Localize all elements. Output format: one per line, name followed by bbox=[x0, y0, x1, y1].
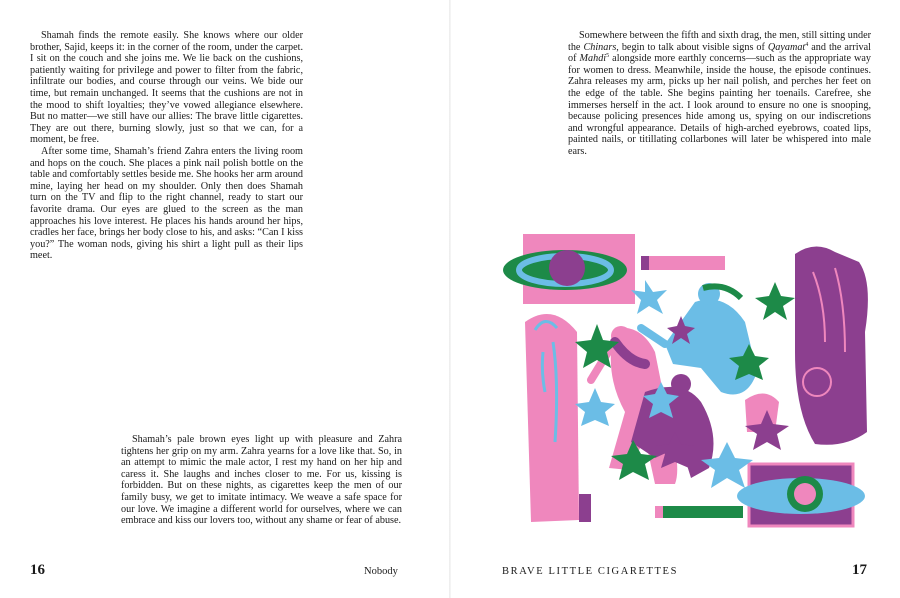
text-run: Somewhere between the fifth and sixth drag, the men, still sitting under the bbox=[568, 30, 871, 53]
text-run: and the arrival of bbox=[568, 41, 871, 65]
chinars-term: Chinars bbox=[583, 41, 617, 53]
text-run: , begin to talk about visible signs of bbox=[616, 41, 768, 53]
footnote-ref-4[interactable]: 4 bbox=[805, 41, 809, 48]
paragraph: Shamah finds the remote easily. She knows where our older brother, Sajid, keeps it: in the corner of the room, under the carpet. I sit on the couch and she joins me. We lie back on the cushions, patiently waiting for privilege and power to filter from the fabric, infiltrate our bodies, and course through our veins. We bide our time, but remain unchanged. It seems that the cushions are not in the mood to shift loyalties; they’ve vowed allegiance elsewhere. But no matter—we still have our allies: The brave little cigarettes. They are out there, burning slowly, just so that we can, for a moment, be free. bbox=[30, 30, 303, 146]
left-page-bottom-text bbox=[121, 434, 402, 527]
left-page-top-text bbox=[30, 30, 303, 262]
page-number-left: 16 bbox=[30, 562, 45, 578]
page-gutter bbox=[449, 0, 451, 598]
star-icon bbox=[575, 388, 615, 426]
text-run: alongside more earthly concerns—such as the appropriate way for women to dress. Meanwhile, inside the house, the episode continues. Zahra releases my arm, picks up her nail polish, and perches her feet on the edge of the table. She begins painting her toenails. Carefree, she immerses herself in the act. I look around to ensure no one is snooping, because policing presences hide among us, spying on our indiscretions and wrongful appearance. Details of high-arched eyebrows, coated lips, painted nails, or titillating collarbones will later be whispered into male ears. bbox=[568, 53, 871, 157]
running-head-left: Nobody bbox=[364, 566, 398, 577]
right-purple-hand bbox=[795, 246, 868, 444]
running-head-right: BRAVE LITTLE CIGARETTES bbox=[502, 566, 679, 577]
star-icon bbox=[755, 282, 795, 320]
star-icon bbox=[631, 280, 667, 314]
paragraph: Shamah’s pale brown eyes light up with pleasure and Zahra tightens her grip on my arm. Zahra yearns for a love like that. So, in an attempt to mimic the male actor, I rest my hand on her hip and caress it. She laughs and inches closer to me. For us, kissing is forbidden. But on these nights, as cigarettes keep the men of our family busy, we get to imitate intimacy. We weave a safe space for our love. We imagine a different world for ourselves, where we can embrace and kiss our lovers too, without any shame or fear of abuse. bbox=[121, 434, 402, 527]
mahdi-term: Mahdi bbox=[579, 53, 607, 65]
right-page-top-text bbox=[568, 30, 871, 158]
bar-cap bbox=[655, 506, 663, 518]
page-number-right: 17 bbox=[852, 562, 867, 578]
footnote-ref-5[interactable]: 5 bbox=[606, 53, 610, 60]
illustration-women-and-stars bbox=[495, 232, 880, 528]
paragraph bbox=[568, 30, 871, 158]
bottom-green-bar bbox=[659, 506, 743, 518]
top-pink-bar bbox=[641, 256, 725, 270]
qayamat-term: Qayamat bbox=[767, 41, 806, 53]
bottom-right-eye-motif bbox=[737, 464, 865, 526]
paragraph: After some time, Shamah’s friend Zahra enters the living room and hops on the couch. She places a pink nail polish bottle on the table and comfortably settles beside me. She hooks her arm around mine, laying her head on my shoulder. Only then does Shamah turn on the TV and flip to the right channel, ready to start our favorite drama. Our eyes are glued to the screen as the man approaches his love interest. He places his hands around her hips, cradles her face, brings her body close to his, and asks: “Can I kiss you?” The woman nods, giving his shirt a light pull as their lips meet. bbox=[30, 145, 304, 262]
top-left-eye-motif bbox=[503, 234, 635, 304]
